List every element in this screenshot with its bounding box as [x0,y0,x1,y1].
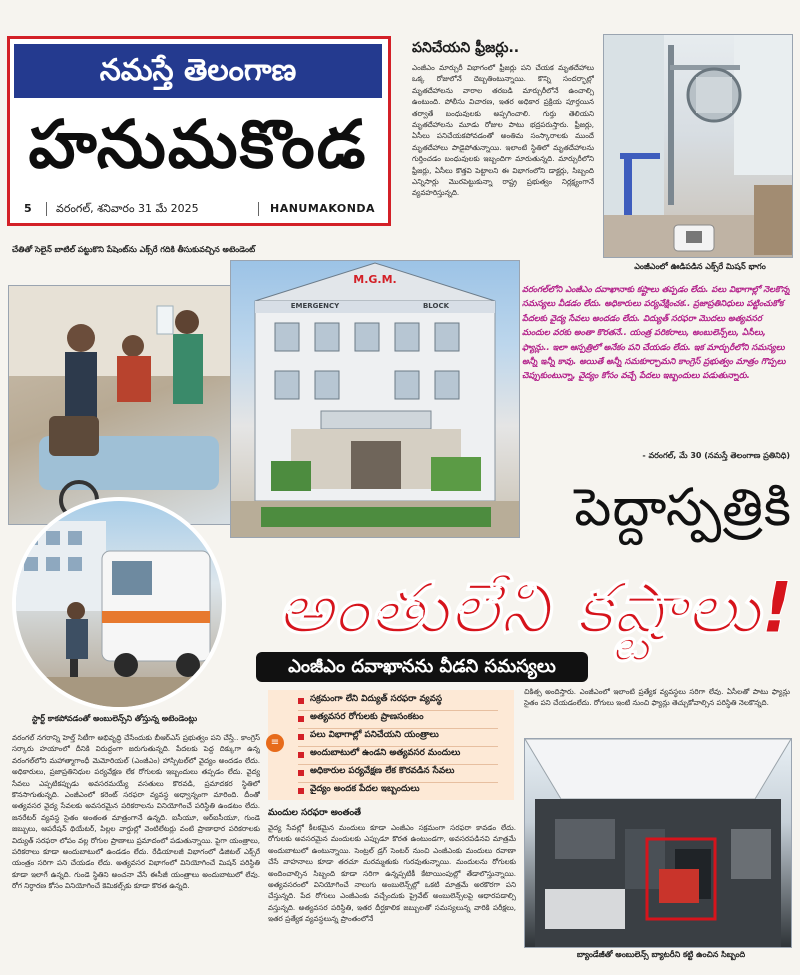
headline-line-1: పెద్దాస్పత్రికి [574,478,792,538]
dateline: వరంగల్, శనివారం 31 మే 2025 [56,202,199,215]
bullet-marker [298,698,304,704]
medicine-body-text: వైద్య సేవల్లో కీలకమైన మందులు కూడా ఎంజీఎం సక్రమంగా సరఫరా కావడం లేదు. రోగులకు అవసరమైన మందులకు ఎప్పుడూ కొరత ఉంటుండగా, అవసరపడినవి మాత్రమే అందుబాటులో ఉంటున్నాయి. సెంట్రల్ డ్రగ్ సెంటర్ నుంచి ఎంజీఎంకు మందులు రవాణా చేసే వాహనాలు కూడా తరచూ మరమ్మతుకు గురవుతున్నాయి. మందులను రోగులకు అందించాల్సిన సిబ్బంది కూడా సరిగా ఉన్నప్పటికీ కేటాయింపుల్లో తేడాలొస్తున్నాయి. అత్యవసరంలో వినియోగించే నాలుగు అంబులెన్స్‌ల్లో ఒకటి మాత్రమే అరకొరగా పని చేస్తున్నది. పేద రోగులు ఎంజీఎంకు వచ్చేందుకు ప్రైవేట్ అంబులెన్స్‌లపై ఆధారపడాల్సి వస్తున్నది. అత్యవసర పరిస్థితి, ఇతర దీర్ఘకాలిక జబ్బులతో సమస్యలున్న వారికి పరీక్షలు, ఇతర ప్రత్యేక వ్యవస్థలున్న ప్రాంతంలోనే [268,823,516,924]
highlight-item: అత్యవసర రోగులకు ప్రాణసంకటం [310,712,424,722]
highlights-box [268,690,514,800]
highlight-item: వైద్యం అందక పేదల ఇబ్బందులు [310,784,420,794]
bullet-marker [298,716,304,722]
highlight-item: సక్రమంగా లేని విద్యుత్ సరఫరా వ్యవస్థ [310,694,443,704]
engine-bay-illustration [525,739,791,947]
mgm-building-photo [230,260,520,538]
list-icon: ≡ [266,734,284,752]
main-body-text: వరంగల్ నగరాన్ని హెల్త్ సిటీగా అభివృద్ధి చేసేందుకు బీఆర్ఎస్ ప్రభుత్వం పని చేస్తే.. కాంగ్రెస్ సర్కారు హయాంలో దీనికి విరుద్ధంగా జరుగుతున్నది. పేదలకు పెద్ద దిక్కుగా ఉన్న వరంగల్‌లోని మహాత్మాగాంధీ మెమోరియల్ (ఎంజీఎం) హాస్పిటల్‌లో వైద్యం అందడం లేదు. అధికారులు, ప్రజాప్రతినిధుల పర్యవేక్షణ లేక రోగులకు ఇబ్బందులు తప్పడం లేదు. వైద్య సేవలు ఎప్పటికప్పుడు అవసరమయ్యే వసతులు కొరవడి, ప్రమాదకర స్థితిలో కొనసాగుతున్నది. ఎంజీఎంలో కరెంట్ సరఫరా వ్యవస్థ అధ్వాన్నంగా మారింది. దీంతో అత్యవసర వైద్య సేవలకు అవసరమైన పరికరాలను వినియోగించే పరిస్థితి ఉండటం లేదు. జనరేటర్ వ్యవస్థ సైతం అంతంత మాత్రంగానే ఉన్నది. ఐసీయూ, ఆర్ఐసీయూ, గుండె జబ్బులు, ఆపరేషన్ థియేటర్, పిల్లల వార్డుల్లో వెంటిలేటర్లు వంటి ప్రాణాధార పరికరాలకు విద్యుత్ సరఫరా లోపం వల్ల రోగుల ప్రాణాలు ప్రమాదంలో పడుతున్నాయి. పైగా యంత్రాలు, పరికరాలు కూడా అందుబాటులో ఉండడం లేదు. రేడియాలజీ విభాగంలో డిజిటల్ ఎక్స్‌రే యంత్రం సరిగా పని చేయడం లేదు. అత్యవసర విభాగంలో వినియోగించే మిషన్ పరిస్థితి కూడా ఇలాగే ఉన్నది. గుండె స్థితిని అంచనా వేసే ఈసీజీ యంత్రాలు అందుబాటులో లేవు. రోగ నిర్ధారణ కోసం వినియోగించే కెమికల్స్‌కు కూడా కొరత ఉన్నది. [12,733,260,891]
freezer-body: ఎంజీఎం మార్చురీ విభాగంలో ఫ్రీజర్లు పని చేయక మృతదేహాలు ఒక్క రోజులోనే దెబ్బతింటున్నాయి. కొన్ని సందర్భాల్లో మృతదేహాలను వారాల తరబడి మార్చురీలోనే ఉంచాల్సి ఉంటుంది. పోలీసు విచారణ, ఇతర అధికార ప్రక్రియ పూర్తయిన తర్వాతే బంధువులకు అప్పగించాలి. గుర్తు తెలియని మృతదేహాలను మూడు రోజుల పాటు భద్రపరుస్తారు. ఫ్రీజర్లు, ఏసీలు పనిచేయకపోవడంతో అంతిమ సంస్కారాలకు ముందే మృతదేహాలు పాడైపోతున్నాయి. ఇలాంటి స్థితిలో మృతదేహాలను గుర్తించడం బంధువులకు ఇబ్బందిగా మారుతున్నది. మార్చురీలోని ఫ్రీజర్లు, ఏసీలు కొత్తవి పెట్టాలని ఈ విభాగంలోని డాక్టర్లు, సిబ్బంది ఎన్నిసార్లు మొరపెట్టుకున్నా రాష్ట్ర ప్రభుత్వం నిర్లక్ష్యంగానే వ్యవహరిస్తున్నది. [412,63,594,198]
highlight-divider [298,782,498,783]
highlight-item: అధికారుల పర్యవేక్షణ లేక కొరవడిన సేవలు [310,766,455,776]
patient-illustration [9,286,231,524]
ambulance-illustration [16,501,222,707]
page-number: 5 [24,202,32,215]
xray-machine-illustration [604,35,792,257]
intro-paragraph: వరంగల్‌లోని ఎంజీఎం దవాఖానాకు కష్టాలు తప్పడం లేదు. పలు విభాగాల్లో నెలకొన్న సమస్యలు వీడడం లేదు. అధికారులు పర్యవేక్షించక.. ప్రజాప్రతినిధులు పట్టించుకోక పేదలకు వైద్య సేవలు అందడం లేదు. విద్యుత్ సరఫరా మొదలు అత్యవసర మందుల వరకు అంతా కొరతనే.. యంత్ర పరికరాలు, అంబులెన్స్‌లు, ఏసీలు, ఫ్యాన్లు.. ఇలా ఆస్పత్రిలో అనేకం పని చేయడం లేదు. ఇక మార్చురీలోని సమస్యలు అన్నీ ఇన్నీ కావు. అయితే అన్నీ సమకూర్చామని కాంగ్రెస్ ప్రభుత్వం మాత్రం గొప్పలు చెప్పుకుంటున్నా, వైద్యం కోసం వచ్చే పేదలు ఇబ్బందులు పడుతున్నారు. [522,284,790,381]
building-sign-block: BLOCK [422,302,450,310]
bullet-marker [298,734,304,740]
meta-divider [46,202,47,216]
xray-machine-photo [603,34,793,258]
patient-saline-photo [8,285,232,525]
bullet-marker [298,788,304,794]
bullet-marker [298,752,304,758]
xray-photo-caption: ఎంజీఎంలో ఊడిపడిన ఎక్స్‌రే మిషన్ భాగం [634,262,766,271]
masthead-edition-title: హనుమకొండ [14,104,382,186]
edition-label: HANUMAKONDA [270,202,376,215]
highlight-item: అందుబాటులో ఉండని అత్యవసర మందులు [310,748,461,758]
ambulance-battery-photo [524,738,792,948]
intro-byline: - వరంగల్, మే 30 (నమస్తే తెలంగాణ ప్రతినిధి) [642,451,790,460]
highlight-divider [298,710,498,711]
bullet-marker [298,770,304,776]
patient-photo-caption: చేతితో సెలైన్ బాటిల్ పట్టుకొని పేషెంట్‌ను ఎక్స్‌రే గదికి తీసుకువచ్చిన అటెండెంట్ [12,245,256,254]
building-sign-name: M.G.M. [353,273,397,286]
ambulance-push-photo [12,497,226,711]
highlight-divider [298,764,498,765]
subheadline: ఎంజీఎం దవాఖానను వీడని సమస్యలు [256,652,588,682]
highlight-divider [298,746,498,747]
building-sign-emergency: EMERGENCY [290,302,340,310]
freezer-heading: పనిచేయని ఫ్రీజర్లు.. [412,40,520,56]
highlight-item: పలు విభాగాల్లో పనిచేయని యంత్రాలు [310,730,439,740]
meta-divider [258,202,259,216]
masthead-meta-bar [14,198,382,220]
headline-line-2: అంతులేని కష్టాలు! [277,567,794,649]
masthead-newspaper-name: నమస్తే తెలంగాణ [14,44,382,98]
continued-body-text: చికిత్స అందిస్తారు. ఎంజీఎంలో ఇలాంటి ప్రత్యేక వ్యవస్థలు సరిగా లేవు. ఏసీలతో పాటు ఫ్యాన్లు సైతం పని చేయడంలేదు. రోగులు ఇంటి నుంచి ఫ్యాన్లు తెచ్చుకోవాల్సిన పరిస్థితి నెలకొన్నది. [524,687,790,708]
battery-photo-caption: బ్యాండేజీతో అంబులెన్స్ బ్యాటరీని కట్టి ఉంచిన సిబ్బంది [576,950,746,959]
ambulance-photo-caption: స్టార్ట్ కాకపోవడంతో అంబులెన్స్‌ని తోస్తున్న అటెండెంట్లు [32,714,198,723]
highlight-divider [298,728,498,729]
medicine-heading: మందుల సరఫరా అంతంతే [268,808,362,818]
